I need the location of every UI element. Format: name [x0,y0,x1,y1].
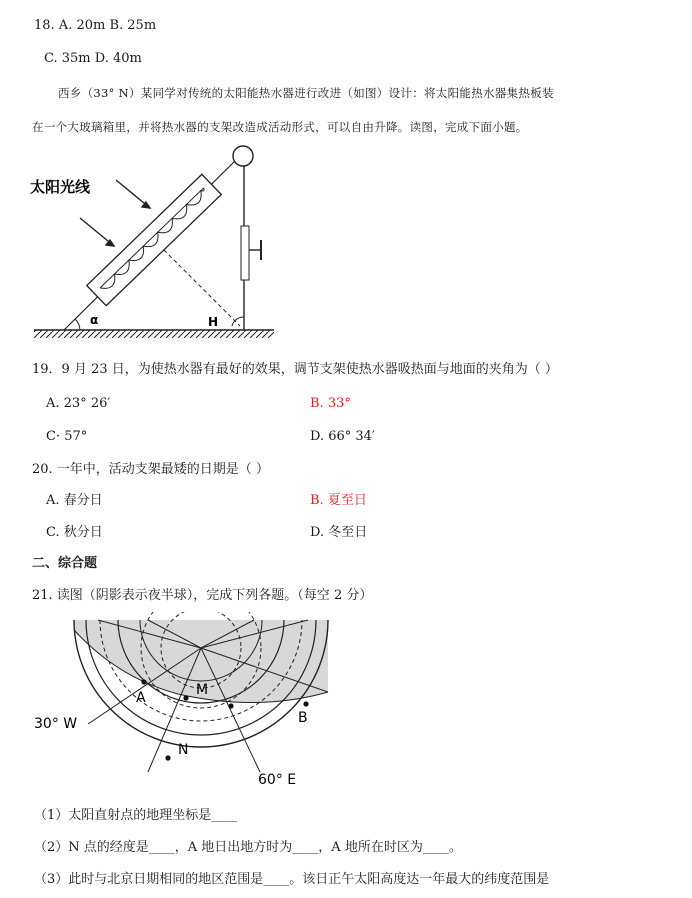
dashed-perpendicular [154,240,240,326]
slider-block [241,226,249,280]
q19-option-a: A. 23° 26′ [46,396,111,411]
label-60e: 60° E [258,772,297,788]
label-n: N [178,742,189,758]
q18-options-line1: 18. A. 20m B. 25m [34,18,157,33]
q19-stem: 19．9 月 23 日，为使热水器有最好的效果，调节支架使热水器吸热面与地面的夹角为（ ） [32,362,558,377]
alpha-label: α [90,313,99,327]
intro-line-1: 西乡（33° N）某同学对传统的太阳能热水器进行改进（如图）设计：将太阳能热水器集热板装 [58,86,554,100]
q19-option-d: D. 66° 34′ [310,429,375,444]
q20-stem: 20. 一年中，活动支架最矮的日期是（ ） [32,462,269,477]
label-30w: 30° W [34,716,78,732]
pulley-circle [233,146,253,166]
q21-stem: 21. 读图（阴影表示夜半球），完成下列各题。（每空 2 分） [32,588,373,603]
q20-option-d: D. 冬至日 [310,525,368,540]
q20-option-c: C. 秋分日 [46,525,103,540]
label-m: M [196,682,209,698]
q21-part-1: （1）太阳直射点的地理坐标是____ [34,808,238,823]
q19-option-b-answer: B. 33° [310,396,351,411]
label-a: A [136,690,146,706]
ground-hatch [34,330,274,338]
sunlight-label: 太阳光线 [30,178,91,196]
solar-heater-figure [28,140,298,345]
q20-option-a: A. 春分日 [46,493,103,508]
q19-option-c: C· 57° [46,429,88,444]
label-b: B [298,710,308,726]
section-title: 二、综合题 [32,556,98,571]
polar-projection-figure [28,612,368,790]
q18-options-line2: C. 35m D. 40m [44,51,142,66]
intro-line-2: 在一个大玻璃箱里，并将热水器的支架改造成活动形式，可以自由升降。读图，完成下面小题。 [32,120,528,134]
q21-part-2: （2）N 点的经度是____，A 地日出地方时为____，A 地所在时区为____。 [34,840,462,855]
q21-part-3: （3）此时与北京日期相同的地区范围是____。该日正午太阳高度达一年最大的纬度范围是 [34,872,550,887]
q20-option-b-answer: B. 夏至日 [310,493,367,508]
h-label: H [208,315,219,329]
